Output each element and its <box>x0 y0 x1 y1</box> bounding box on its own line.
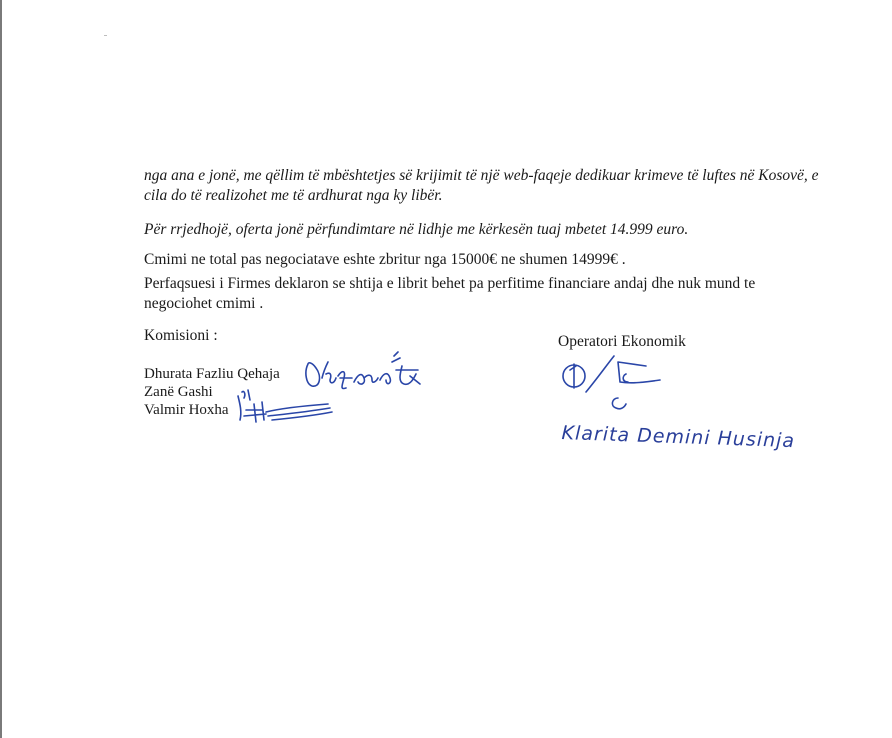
signature-valmir <box>232 386 337 426</box>
paragraph-purpose: nga ana e jonë, me qëllim të mbështetjes së krijimit të një web-faqeje dedikuar krimeve të luftes në Kosovë, e cila do të realizohet me të ardhurat nga ky libër. <box>144 167 819 204</box>
committee-heading: Komisioni : <box>144 327 218 344</box>
committee-member: Zanë Gashi <box>144 384 213 400</box>
scan-speck <box>104 35 107 36</box>
operator-heading: Operatori Ekonomik <box>558 333 686 350</box>
committee-member: Valmir Hoxha <box>144 402 229 418</box>
paragraph-representative-declaration: Perfaqsuesi i Firmes deklaron se shtija e librit behet pa perfitime financiare andaj dhe nuk mund te negociohet cmimi . <box>144 275 756 312</box>
paragraph-price-reduction: Cmimi ne total pas negociatave eshte zbritur nga 15000€ ne shumen 14999€ . <box>144 251 626 268</box>
page-left-border <box>0 0 2 738</box>
paragraph-final-offer: Për rrjedhojë, oferta jonë përfundimtare në lidhje me kërkesën tuaj mbetet 14.999 euro. <box>144 221 689 238</box>
committee-member: Dhurata Fazliu Qehaja <box>144 366 280 382</box>
operator-handwritten-name: Klarita Demini Husinja <box>561 422 796 453</box>
signature-operator <box>556 352 666 414</box>
